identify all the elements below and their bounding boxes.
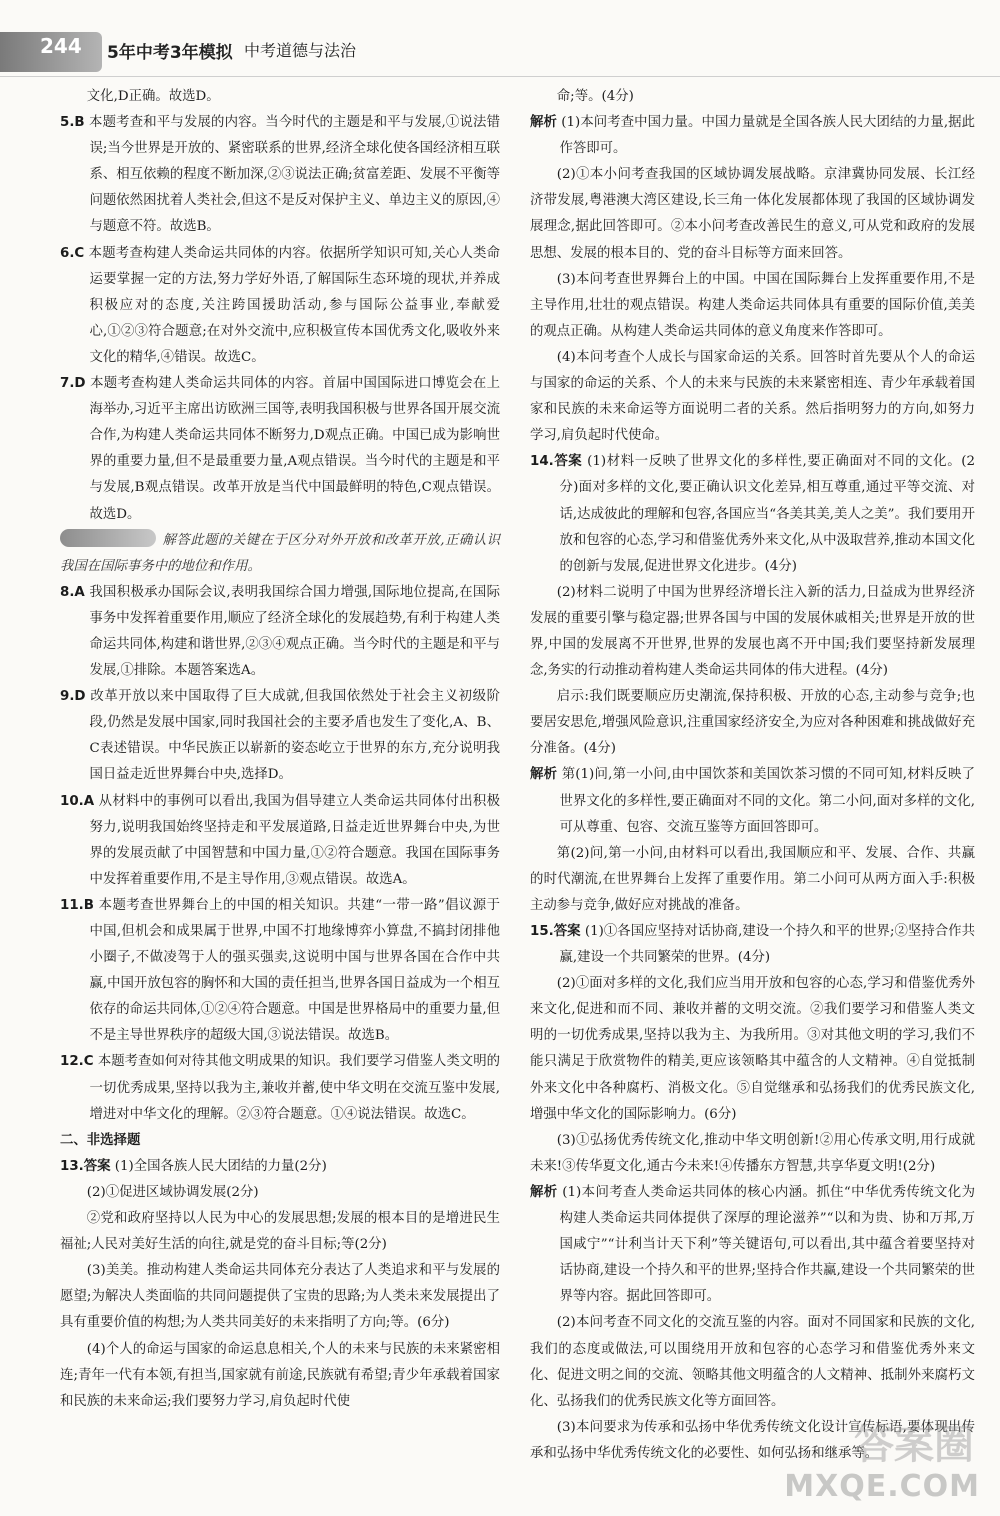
answer-item (60, 110, 500, 240)
paragraph: (3)①弘扬优秀传统文化,推动中华文明创新!②用心传承文明,用行成就未来!③传华夏文化,通古今未来!④传播东方智慧,共享华夏文明!(2分) (530, 1132, 975, 1174)
item-number: 13.答案 (60, 1158, 111, 1174)
tip-block (60, 528, 500, 580)
item-text: 从材料中的事例可以看出,我国为倡导建立人类命运共同体付出积极努力,说明我国始终坚持走和平发展道路,日益走近世界舞台中央,为世界的发展贡献了中国智慧和中国力量,①②符合题意。我国在国际事务中发挥着重要作用,不是主导作用,③观点错误。故选A。 (89, 793, 500, 887)
right-column (530, 84, 975, 1467)
item-number: 5.B (60, 115, 85, 131)
tip-badge-icon (60, 529, 156, 547)
answer-item (60, 241, 500, 371)
paragraph-continuation: 文化,D正确。故选D。 (86, 89, 220, 104)
item-number: 12.C (60, 1054, 94, 1070)
answer-item (60, 893, 500, 1050)
answer-item (60, 580, 500, 684)
item-text: 本题考查构建人类命运共同体的内容。依据所学知识可知,关心人类命运要掌握一定的方法,努力学好外语,了解国际生态环境的现状,并养成积极应对的态度,关注跨国援助活动,参与国际公益事业,奉献爱心,①②③符合题意;在对外交流中,应积极宣传本国优秀文化,吸收外来文化的精华,④错误。故选C。 (88, 245, 500, 365)
item-number: 6.C (60, 245, 85, 261)
item-text: 本题考查世界舞台上的中国的相关知识。共建“一带一路”倡议源于中国,但机会和成果属于世界,中国不打地缘博弈小算盘,不搞封闭排他小圈子,不做凌驾于人的强买强卖,这说明中国与世界各国在合作中共赢,中国开放包容的胸怀和大国的责任担当,世界各国日益成为一个相互依存的命运共同体,①②④符合题意。中国是世界格局中的重要力量,但不是主导世界秩序的超级大国,③说法错误。故选B。 (89, 897, 500, 1044)
paragraph: (2)①促进区域协调发展(2分) (86, 1184, 259, 1200)
page-header (0, 0, 1000, 78)
item-text: (1)材料一反映了世界文化的多样性,要正确面对不同的文化。(2分)面对多样的文化,要正确认识文化差异,相互尊重,通过平等交流、对话,达成彼此的理解和包容,各国应当“各美其美,美人之美”。我们要用开放和包容的心态,学习和借鉴优秀外来文化,从中汲取营养,推动本国文化的创新与发展,促进世界文化进步。(4分) (559, 454, 975, 574)
item-number: 解析 (530, 115, 557, 131)
section-heading: 二、非选择题 (60, 1132, 141, 1148)
answer-block (530, 449, 975, 579)
page-number: 244 (40, 34, 82, 58)
item-number: 11.B (60, 897, 94, 913)
item-number: 14.答案 (530, 454, 583, 470)
item-number: 9.D (60, 689, 86, 705)
paragraph: (2)本问考查不同文化的交流互鉴的内容。面对不同国家和民族的文化,我们的态度或做法,可以围绕用开放和包容的心态学习和借鉴优秀外来文化、促进文明之间的交流、领略其他文明蕴含的人文精神、抵制外来腐朽文化、弘扬我们的优秀民族文化等方面回答。 (530, 1315, 975, 1409)
subject-title: 中考道德与法治 (244, 41, 357, 60)
answer-block (530, 110, 975, 162)
answer-block (530, 919, 975, 971)
paragraph: (2)①本小问考查我国的区域协调发展战略。京津冀协同发展、长江经济带发展,粤港澳大湾区建设,长三角一体化发展都体现了我国的区域协调发展理念,据此回答即可。②本小问考查改善民生的意义,可从党和政府的发展思想、发展的根本目的、党的奋斗目标等方面来回答。 (530, 167, 975, 261)
answer-block (60, 1154, 500, 1180)
answer-item (60, 371, 500, 528)
item-text: 我国积极承办国际会议,表明我国综合国力增强,国际地位提高,在国际事务中发挥着重要作用,顺应了经济全球化的发展趋势,有利于构建人类命运共同体,构建和谐世界,②③④观点正确。当今时代的主题是和平与发展,①排除。本题答案选A。 (89, 584, 500, 679)
paragraph: 第(2)问,第一小问,由材料可以看出,我国顺应和平、发展、合作、共赢的时代潮流,在世界舞台上发挥了重要作用。第二小问可从两方面入手:积极主动参与竞争,做好应对挑战的准备。 (530, 845, 975, 913)
item-text: 本题考查构建人类命运共同体的内容。首届中国国际进口博览会在上海举办,习近平主席出访欧洲三国等,表明我国积极与世界各国开展交流合作,为构建人类命运共同体不断努力,D观点正确。中国已成为影响世界的重要力量,但不是最重要力量,A观点错误。当今时代的主题是和平与发展,B观点错误。改革开放是当代中国最鲜明的特色,C观点错误。故选D。 (89, 376, 500, 522)
item-number: 7.D (60, 376, 86, 392)
item-number: 15.答案 (530, 924, 581, 939)
paragraph: 启示:我们既要顺应历史潮流,保持积极、开放的心态,主动参与竞争;也要居安思危,增强风险意识,注重国家经济安全,为应对各种困难和挑战做好充分准备。(4分) (530, 689, 975, 757)
header-divider (0, 76, 1000, 77)
item-text: (1)本问考查人类命运共同体的核心内涵。抓住“中华优秀传统文化为构建人类命运共同体提供了深厚的理论滋养”“以和为贵、协和万邦,万国咸宁”“计利当计天下利”等关键语句,可以看出,其中蕴含着要坚持对话协商,建设一个持久和平的世界;坚持合作共赢,建设一个共同繁荣的世界等内容。据此回答即可。 (559, 1184, 975, 1305)
answer-item (60, 684, 500, 788)
book-series-title: 5年中考3年模拟 (107, 43, 233, 63)
item-number: 解析 (530, 767, 558, 783)
tip-text: 解答此题的关键在于区分对外开放和改革开放,正确认识我国在国际事务中的地位和作用。 (60, 532, 500, 574)
answer-item (60, 789, 500, 893)
left-column (60, 84, 500, 1415)
paragraph: (3)本问要求为传承和弘扬中华优秀传统文化设计宣传标语,要体现出传承和弘扬中华优秀传统文化的必要性、如何弘扬和继承等。 (530, 1419, 975, 1461)
paragraph: (4)本问考查个人成长与国家命运的关系。回答时首先要从个人的命运与国家的命运的关系、个人的未来与民族的未来紧密相连、青少年承载着国家和民族的未来命运等方面说明二者的关系。然后指明努力的方向,如努力学习,肩负起时代使命。 (530, 349, 975, 444)
watermark (784, 1422, 994, 1512)
item-number: 10.A (60, 793, 95, 809)
paragraph: (4)个人的命运与国家的命运息息相关,个人的未来与民族的未来紧密相连;青年一代有本领,有担当,国家就有前途,民族就有希望;青少年承载着国家和民族的未来命运;我们要努力学习,肩负起时代使 (60, 1341, 500, 1409)
watermark-site: MXQE.COM (784, 1469, 980, 1504)
paragraph: (2)材料二说明了中国为世界经济增长注入新的活力,日益成为世界经济发展的重要引擎与稳定器;世界各国与中国的发展休戚相关;世界是开放的世界,中国的发展离不开世界,世界的发展也离不开中国;我们要坚持新发展理念,务实的行动推动着构建人类命运共同体的伟大进程。(4分) (530, 584, 975, 679)
paragraph: (2)①面对多样的文化,我们应当用开放和包容的心态,学习和借鉴优秀外来文化,促进和而不同、兼收并蓄的文明交流。②我们要学习和借鉴人类文明的一切优秀成果,坚持以我为主、为我所用。③对其他文明的学习,我们不能只满足于欣赏物件的精美,更应该领略其中蕴含的人文精神。④自觉抵制外来文化中各种腐朽、消极文化。⑤自觉继承和弘扬我们的优秀民族文化,增强中华文化的国际影响力。(6分) (530, 976, 975, 1122)
item-text: 本题考查和平与发展的内容。当今时代的主题是和平与发展,①说法错误;当今世界是开放的、紧密联系的世界,经济全球化使各国经济相互联系、相互依赖的程度不断加深,②③说法正确;贫富差距、发展不平衡等问题依然困扰着人类社会,但这不是反对保护主义、单边主义的原因,④与题意不符。故选B。 (89, 115, 500, 235)
paragraph: ②党和政府坚持以人民为中心的发展思想;发展的根本目的是增进民生福祉;人民对美好生活的向往,就是党的奋斗目标;等(2分) (60, 1211, 500, 1253)
item-number: 8.A (60, 584, 85, 600)
watermark-logo: 答案圈 (854, 1422, 974, 1468)
paragraph: (3)美美。推动构建人类命运共同体充分表达了人类追求和平与发展的愿望;为解决人类面临的共同问题提供了宝贵的思路;为人类未来发展提出了具有重要价值的构想;为人类共同美好的未来指明了方向;等。(6分) (60, 1263, 500, 1331)
answer-block (530, 1180, 975, 1310)
item-text: (1)①各国应坚持对话协商,建设一个持久和平的世界;②坚持合作共赢,建设一个共同繁荣的世界。(4分) (559, 924, 975, 966)
item-text: 改革开放以来中国取得了巨大成就,但我国依然处于社会主义初级阶段,仍然是发展中国家,同时我国社会的主要矛盾也发生了变化,A、B、C表述错误。中华民族正以崭新的姿态屹立于世界的东方,充分说明我国日益走近世界舞台中央,选择D。 (89, 689, 500, 783)
answer-block (530, 762, 975, 840)
answer-item (60, 1049, 500, 1127)
item-number: 解析 (530, 1184, 558, 1200)
item-text: (1)全国各族人民大团结的力量(2分) (114, 1158, 327, 1174)
paragraph-continuation: 命;等。(4分) (556, 89, 634, 104)
item-text: 本题考查如何对待其他文明成果的知识。我们要学习借鉴人类文明的一切优秀成果,坚持以我为主,兼收并蓄,使中华文明在交流互鉴中发展,增进对中华文化的理解。②③符合题意。①④说法错误。故选C。 (89, 1054, 500, 1122)
paragraph: (3)本问考查世界舞台上的中国。中国在国际舞台上发挥重要作用,不是主导作用,壮壮的观点错误。构建人类命运共同体具有重要的国际价值,美美的观点正确。从构建人类命运共同体的意义角度来作答即可。 (530, 271, 975, 339)
item-text: 第(1)问,第一小问,由中国饮茶和美国饮茶习惯的不同可知,材料反映了世界文化的多样性,要正确面对不同的文化。第二小问,面对多样的文化,可从尊重、包容、交流互鉴等方面回答即可。 (559, 767, 976, 835)
item-text: (1)本问考查中国力量。中国力量就是全国各族人民大团结的力量,据此作答即可。 (559, 115, 976, 157)
